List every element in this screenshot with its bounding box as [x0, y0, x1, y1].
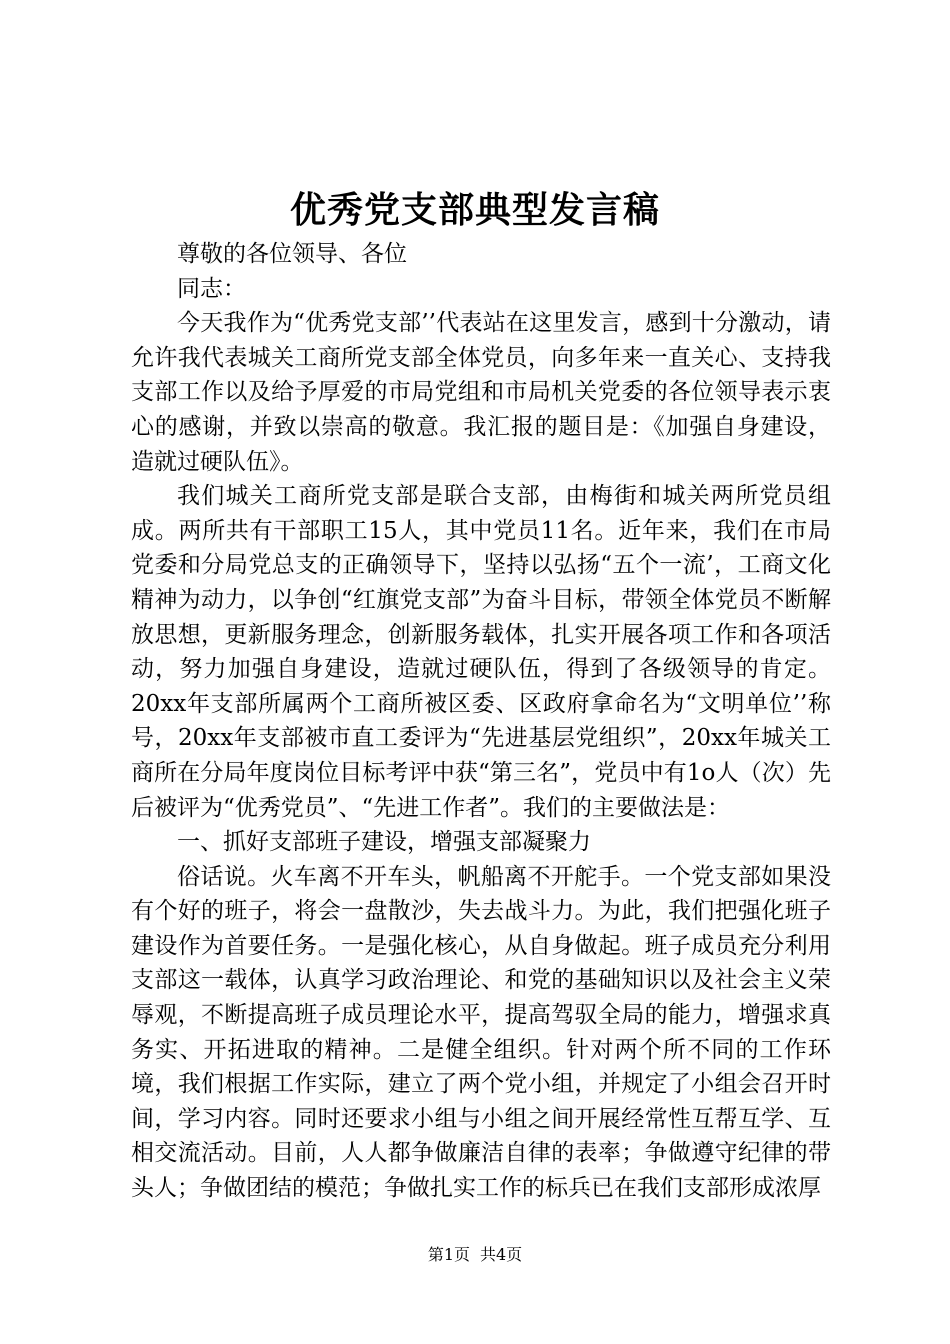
- salutation-line-2: 同志：: [177, 275, 246, 302]
- salutation-line-1: 尊敬的各位领导、各位: [177, 241, 407, 267]
- page-total: 共4页: [480, 1245, 523, 1264]
- document-title: 优秀党支部典型发言稿: [289, 189, 660, 231]
- page-footer: [0, 1244, 950, 1266]
- paragraph-section-1: 俗话说。火车离不开车头，帆船离不开舵手。一个党支部如果没有个好的班子，将会一盘散沙，失去战斗力。为此，我们把强化班子建设作为首要任务。一是强化核心，从自身做起。班子成员充分利用支部这一载体，认真学习政治理论、和党的基础知识以及社会主义荣辱观，不断提高班子成员理论水平，提高驾驭全局的能力，增强求真务实、开拓进取的精神。二是健全组织。针对两个所不同的工作环境，我们根据工作实际，建立了两个党小组，并规定了小组会召开时间，学习内容。同时还要求小组与小组之间开展经常性互帮互学、互相交流活动。目前，人人都争做廉洁自律的表率；争做遵守纪律的带头人；争做团结的模范；争做扎实工作的标兵已在我们支部形成浓厚: [131, 863, 831, 1202]
- document-body: [131, 237, 831, 1206]
- section-heading-1: 一、抓好支部班子建设，增强支部凝聚力: [177, 829, 591, 856]
- paragraph-intro: 今天我作为“优秀党支部’’代表站在这里发言，感到十分激动，请允许我代表城关工商所党支部全体党员，向多年来一直关心、支持我支部工作以及给予厚爱的市局党组和市局机关党委的各位领导表示衷心的感谢，并致以崇高的敬意。我汇报的题目是：《加强自身建设，造就过硬队伍》。: [131, 310, 831, 475]
- paragraph-overview: 我们城关工商所党支部是联合支部，由梅街和城关两所党员组成。两所共有干部职工15人，其中党员11名。近年来，我们在市局党委和分局党总支的正确领导下，坚持以弘扬“五个一流’，工商文化精神为动力，以争创“红旗党支部”为奋斗目标，带领全体党员不断解放思想，更新服务理念，创新服务载体，扎实开展各项工作和各项活动，努力加强自身建设，造就过硬队伍，得到了各级领导的肯定。20xx年支部所属两个工商所被区委、区政府拿命名为“文明单位’’称号，20xx年支部被市直工委评为“先进基层党组织”，20xx年城关工商所在分局年度岗位目标考评中获“第三名”，党员中有1o人（次）先后被评为“优秀党员”、“先进工作者”。我们的主要做法是：: [131, 483, 831, 821]
- page-number: 第1页: [427, 1245, 470, 1264]
